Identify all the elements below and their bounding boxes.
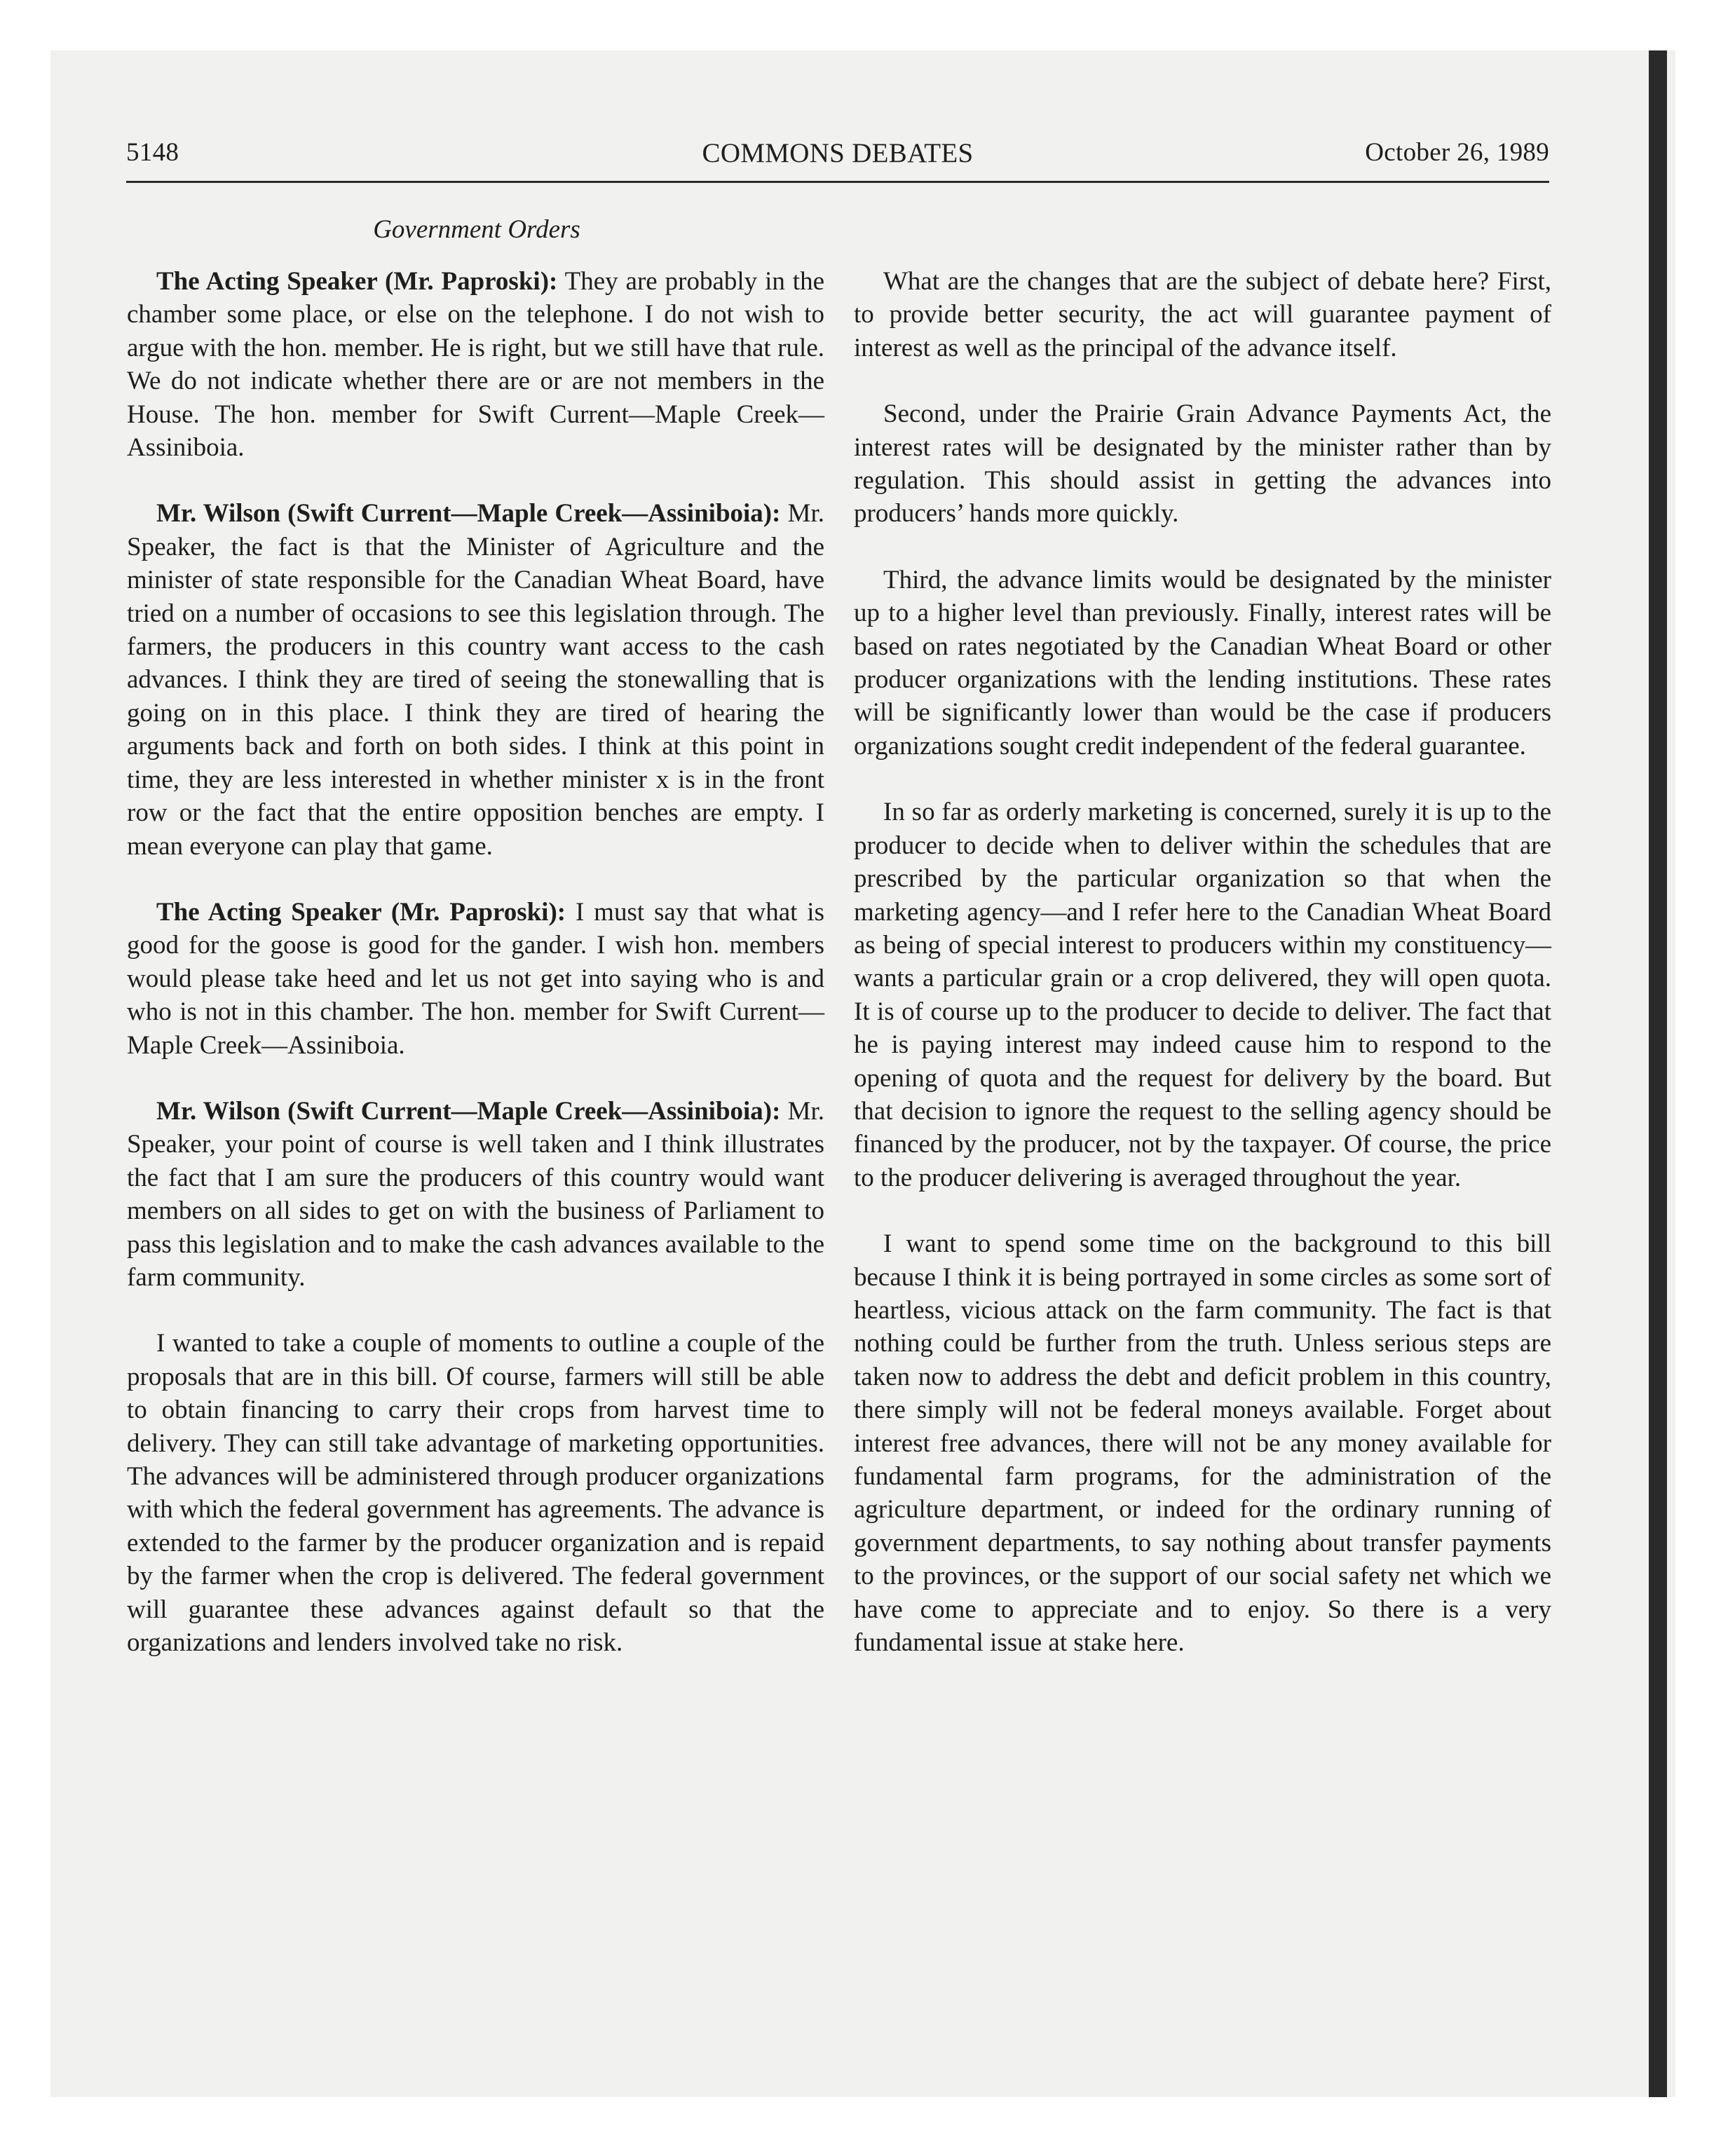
speaker-name: The Acting Speaker (Mr. Paproski):: [156, 897, 566, 927]
speaker-name: The Acting Speaker (Mr. Paproski):: [156, 267, 558, 296]
header-rule: [126, 181, 1549, 183]
publication-title: COMMONS DEBATES: [702, 138, 974, 168]
paragraph-text: They are probably in the chamber some place, or else on the telephone. I do not wish to argue with the hon. member. He is right, but we still have that rule. We do not indicate whether there are or are not members in the House. The hon. member for Swift Current—Maple Creek—Assiniboia.: [127, 267, 824, 463]
paragraph: [127, 1327, 824, 1659]
paragraph: In so far as orderly marketing is concerned, surely it is up to the producer to decide when to deliver within the schedules that are prescribed by the particular organization so that when the marketing agency—and I refer here to the Canadian Wheat Board as being of special interest to producers within my constituency—wants a particular grain or a crop delivered, they will open quota. It is of course up to the producer to decide to deliver. The fact that he is paying interest may indeed cause him to respond to the opening of quota and the request for delivery by the board. But that decision to ignore the request to the selling agency should be financed by the producer, not by the taxpayer. Of course, the price to the producer delivering is averaged throughout the year.: [854, 798, 1551, 1192]
section-title: Government Orders: [373, 215, 580, 244]
paragraph: What are the changes that are the subject of debate here? First, to provide better security, the act will guarantee payment of interest as well as the principal of the advance itself.: [854, 267, 1551, 362]
speaker-name: Mr. Wilson (Swift Current—Maple Creek—Assiniboia):: [156, 1096, 781, 1126]
paragraph: I want to spend some time on the background to this bill because I think it is being portrayed in some circles as some sort of heartless, vicious attack on the farm community. The fact is that nothing could be further from the truth. Unless serious steps are taken now to address the debt and deficit problem in this country, there simply will not be federal moneys available. Forget about interest free advances, there will not be any money available for fundamental farm programs, for the administration of the agriculture department, or indeed for the ordinary running of government departments, to say nothing about transfer payments to the provinces, or the support of our social safety net which we have come to appreciate and to enjoy. So there is a very fundamental issue at stake here.: [854, 1229, 1551, 1658]
paragraph-text: Mr. Speaker, your point of course is well taken and I think illustrates the fact that I am sure the producers of this country would want members on all sides to get on with the business of Parliament to pass this legislation and to make the cash advances available to the farm community.: [127, 1096, 824, 1292]
page-number: 5148: [126, 138, 179, 167]
paragraph: [127, 265, 824, 464]
paragraph: [127, 497, 824, 862]
right-column: [854, 265, 1551, 1692]
paragraph-text: I wanted to take a couple of moments to outline a couple of the proposals that are in this bill. Of course, farmers will still be able to obtain financing to carry their crops from harvest time to delivery. They can still take advantage of marketing opportunities. The advances will be administered through producer organizations with which the federal government has agreements. The advance is extended to the farmer by the producer organization and is repaid by the farmer when the crop is delivered. The federal government will guarantee these advances against default so that the organizations and lenders involved take no risk.: [127, 1329, 824, 1658]
paragraph: [127, 1095, 824, 1294]
paragraph-text: Mr. Speaker, the fact is that the Minister of Agriculture and the minister of state responsible for the Canadian Wheat Board, have tried on a number of occasions to see this legislation through. The farmers, the producers in this country want access to the cash advances. I think they are tired of seeing the stonewalling that is going on in this place. I think they are tired of hearing the arguments back and forth on both sides. I think at this point in time, they are less interested in whether minister x is in the front row or the fact that the entire opposition benches are empty. I mean everyone can play that game.: [127, 499, 824, 861]
paragraph-text: I must say that what is good for the goose is good for the gander. I wish hon. members would please take heed and let us not get into saying who is and who is not in this chamber. The hon. member for Swift Current—Maple Creek—Assiniboia.: [127, 897, 824, 1060]
paragraph: Third, the advance limits would be designated by the minister up to a higher level than previously. Finally, interest rates will be based on rates negotiated by the Canadian Wheat Board or other producer organizations with the lending institutions. These rates will be significantly lower than would be the case if producers organizations sought credit independent of the federal guarantee.: [854, 565, 1551, 760]
paragraph: Second, under the Prairie Grain Advance Payments Act, the interest rates will be designated by the minister rather than by regulation. This should assist in getting the advances into producers’ hands more quickly.: [854, 400, 1551, 528]
left-column: [127, 265, 824, 1692]
page-header: [126, 137, 1549, 179]
paragraph: [127, 896, 824, 1062]
speaker-name: Mr. Wilson (Swift Current—Maple Creek—Assiniboia):: [156, 499, 781, 528]
scan-edge-bar: [1649, 50, 1667, 2097]
page-date: October 26, 1989: [1365, 138, 1549, 167]
